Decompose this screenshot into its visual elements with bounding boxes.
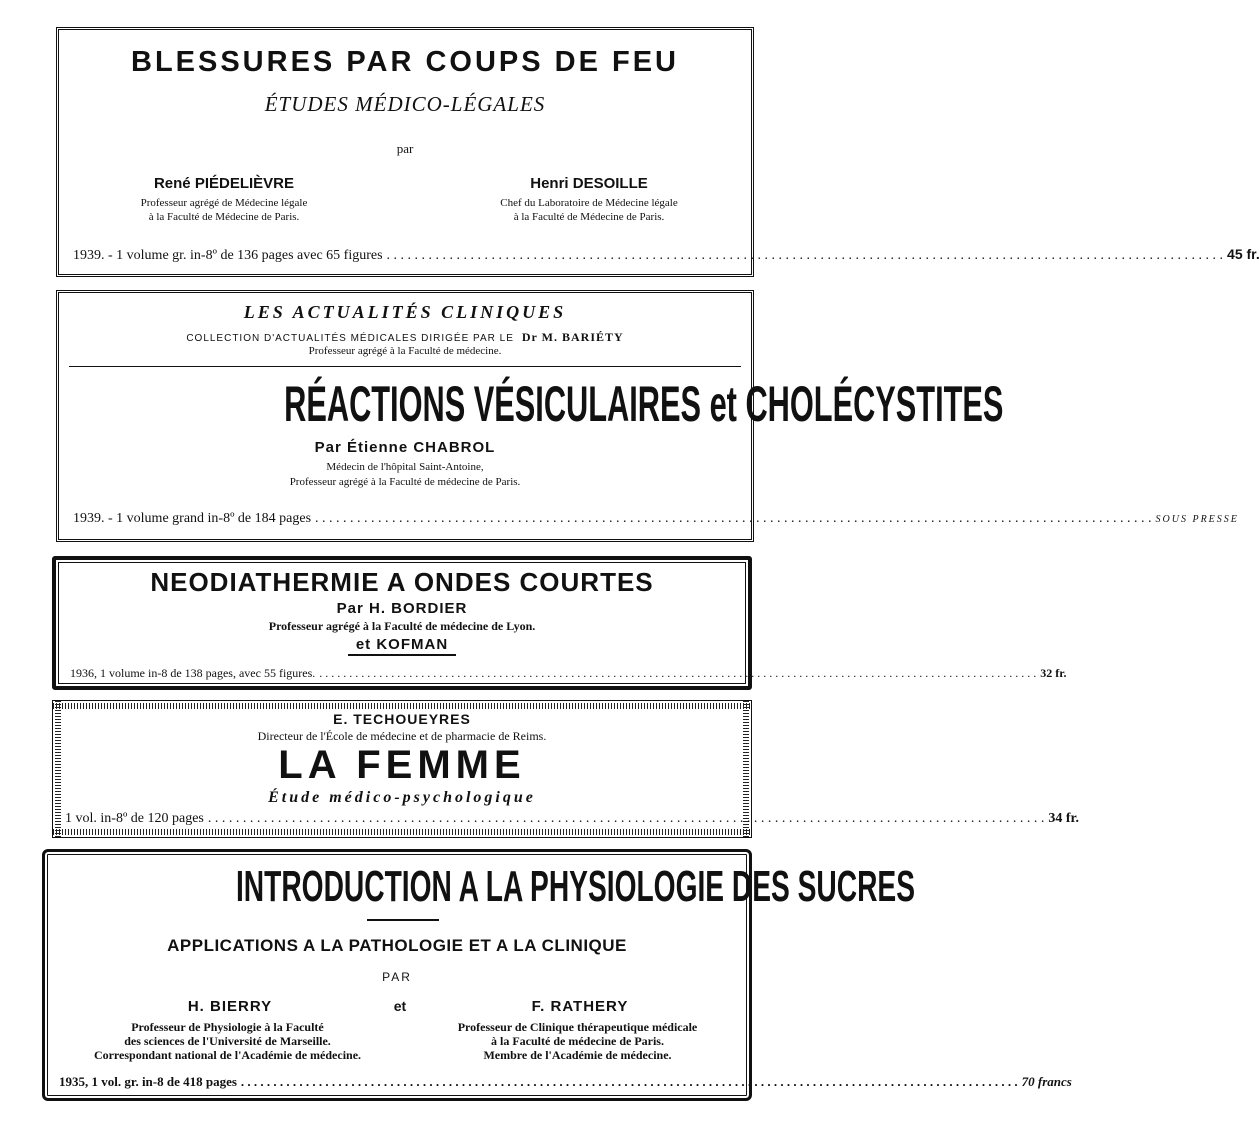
ad3-coauthor: et KOFMAN <box>348 636 456 656</box>
advert-la-femme <box>52 700 1079 838</box>
ad2-leader-dots <box>315 511 1152 527</box>
ad1-author2-line2: à la Faculté de Médecine de Paris. <box>513 211 665 223</box>
ad4-footer: 1 vol. in-8º de 120 pages <box>65 811 204 826</box>
advert-blessures <box>56 27 1260 277</box>
ad1-author1-line2: à la Faculté de Médecine de Paris. <box>148 211 300 223</box>
ad5-author2-line3: Membre de l'Académie de médecine. <box>483 1048 672 1062</box>
ad2-title-wrap <box>59 375 1004 435</box>
ad2-footer: 1939. - 1 volume grand in-8º de 184 pages <box>73 511 312 526</box>
ad1-author1-line1: Professeur agrégé de Médecine légale <box>140 197 308 209</box>
ad2-line2: Professeur agrégé à la Faculté de médecine de Paris. <box>289 476 521 488</box>
ad1-subtitle: ÉTUDES MÉDICO-LÉGALES <box>264 92 546 116</box>
ad1-author2-line1: Chef du Laboratoire de Médecine légale <box>500 197 678 209</box>
ad2-collection-line <box>59 328 751 346</box>
ad1-par: par <box>396 141 414 156</box>
ad4-author: E. TECHOUEYRES <box>333 711 471 727</box>
ad3-price: 32 fr. <box>1040 666 1067 680</box>
ad5-author2-line2: à la Faculté de médecine de Paris. <box>491 1034 664 1048</box>
ad5-author1-line1: Professeur de Physiologie à la Faculté <box>131 1020 324 1034</box>
ad4-leader-dots <box>208 811 1045 827</box>
ad3-leader-dots <box>319 666 1036 681</box>
ad5-author2-line1: Professeur de Clinique thérapeutique médicale <box>457 1020 698 1034</box>
advert-neodiathermie <box>52 556 1067 690</box>
ad5-price: 70 francs <box>1021 1074 1072 1089</box>
ad5-author1-name: H. BIERRY <box>187 998 273 1015</box>
ad1-footer: 1939. - 1 volume gr. in-8º de 136 pages avec 65 figures <box>73 248 383 263</box>
ad5-par: PAR <box>382 970 412 984</box>
ad5-author1-line3: Correspondant national de l'Académie de médecine. <box>93 1048 362 1062</box>
advert-reactions <box>56 290 1239 542</box>
ad5-leader-dots <box>241 1074 1018 1090</box>
ad3-footer-row <box>56 666 1067 681</box>
ad5-title: INTRODUCTION A LA PHYSIOLOGIE DES SUCRES <box>235 862 915 911</box>
ad2-author: Par Étienne CHABROL <box>314 439 496 456</box>
ad5-title-wrap <box>45 862 915 918</box>
ad3-author: Par H. BORDIER <box>336 600 468 617</box>
ad3-footer: 1936, 1 volume in-8 de 138 pages, avec 55 figures. <box>70 666 316 680</box>
ad5-footer-row <box>45 1074 1072 1090</box>
ad5-author2-name: F. RATHERY <box>531 998 629 1015</box>
ad2-status: SOUS PRESSE <box>1155 514 1239 525</box>
ad3-line1: Professeur agrégé à la Faculté de médecine de Lyon. <box>268 619 536 633</box>
ad5-subtitle: APPLICATIONS A LA PATHOLOGIE ET A LA CLINIQUE <box>167 936 627 955</box>
ad5-et: et <box>393 998 407 1014</box>
ad2-collection: COLLECTION D'ACTUALITÉS MÉDICALES DIRIGÉE PAR LE <box>186 333 514 344</box>
ad2-director-title: Professeur agrégé à la Faculté de médecine. <box>308 345 502 357</box>
ad1-footer-row <box>59 246 1260 264</box>
ad5-footer: 1935, 1 vol. gr. in-8 de 418 pages <box>59 1074 237 1089</box>
ad1-author2-name: Henri DESOILLE <box>530 175 648 192</box>
ad2-title: RÉACTIONS VÉSICULAIRES et CHOLÉCYSTITES <box>284 376 1004 432</box>
ad4-footer-row <box>53 811 1079 827</box>
ad4-price: 34 fr. <box>1048 811 1079 826</box>
ad1-leader-dots <box>387 248 1224 264</box>
ad4-hatch-bottom <box>53 829 751 835</box>
ad4-hatch-top <box>53 703 751 709</box>
ad5-author1-line2: des sciences de l'Université de Marseille. <box>124 1034 331 1048</box>
ad1-price: 45 fr. <box>1227 246 1260 262</box>
advert-sucres <box>42 849 1072 1101</box>
ad2-footer-row <box>59 511 1239 527</box>
ad1-title: BLESSURES PAR COUPS DE FEU <box>131 46 679 78</box>
ad4-line1: Directeur de l'École de médecine et de pharmacie de Reims. <box>257 729 547 743</box>
ad2-rule <box>69 366 741 367</box>
ad2-director: Dr M. BARIÉTY <box>521 330 624 344</box>
ad3-title: NEODIATHERMIE A ONDES COURTES <box>150 567 654 597</box>
ad5-rule <box>367 919 439 921</box>
ad1-author1-name: René PIÉDELIÈVRE <box>153 175 295 192</box>
ad2-series: LES ACTUALITÉS CLINIQUES <box>243 302 567 322</box>
ad3-coauthor-wrap <box>56 636 748 656</box>
ad2-line1: Médecin de l'hôpital Saint-Antoine, <box>326 461 484 473</box>
ad4-subtitle: Étude médico-psychologique <box>268 789 536 806</box>
ad4-title: LA FEMME <box>278 743 526 787</box>
